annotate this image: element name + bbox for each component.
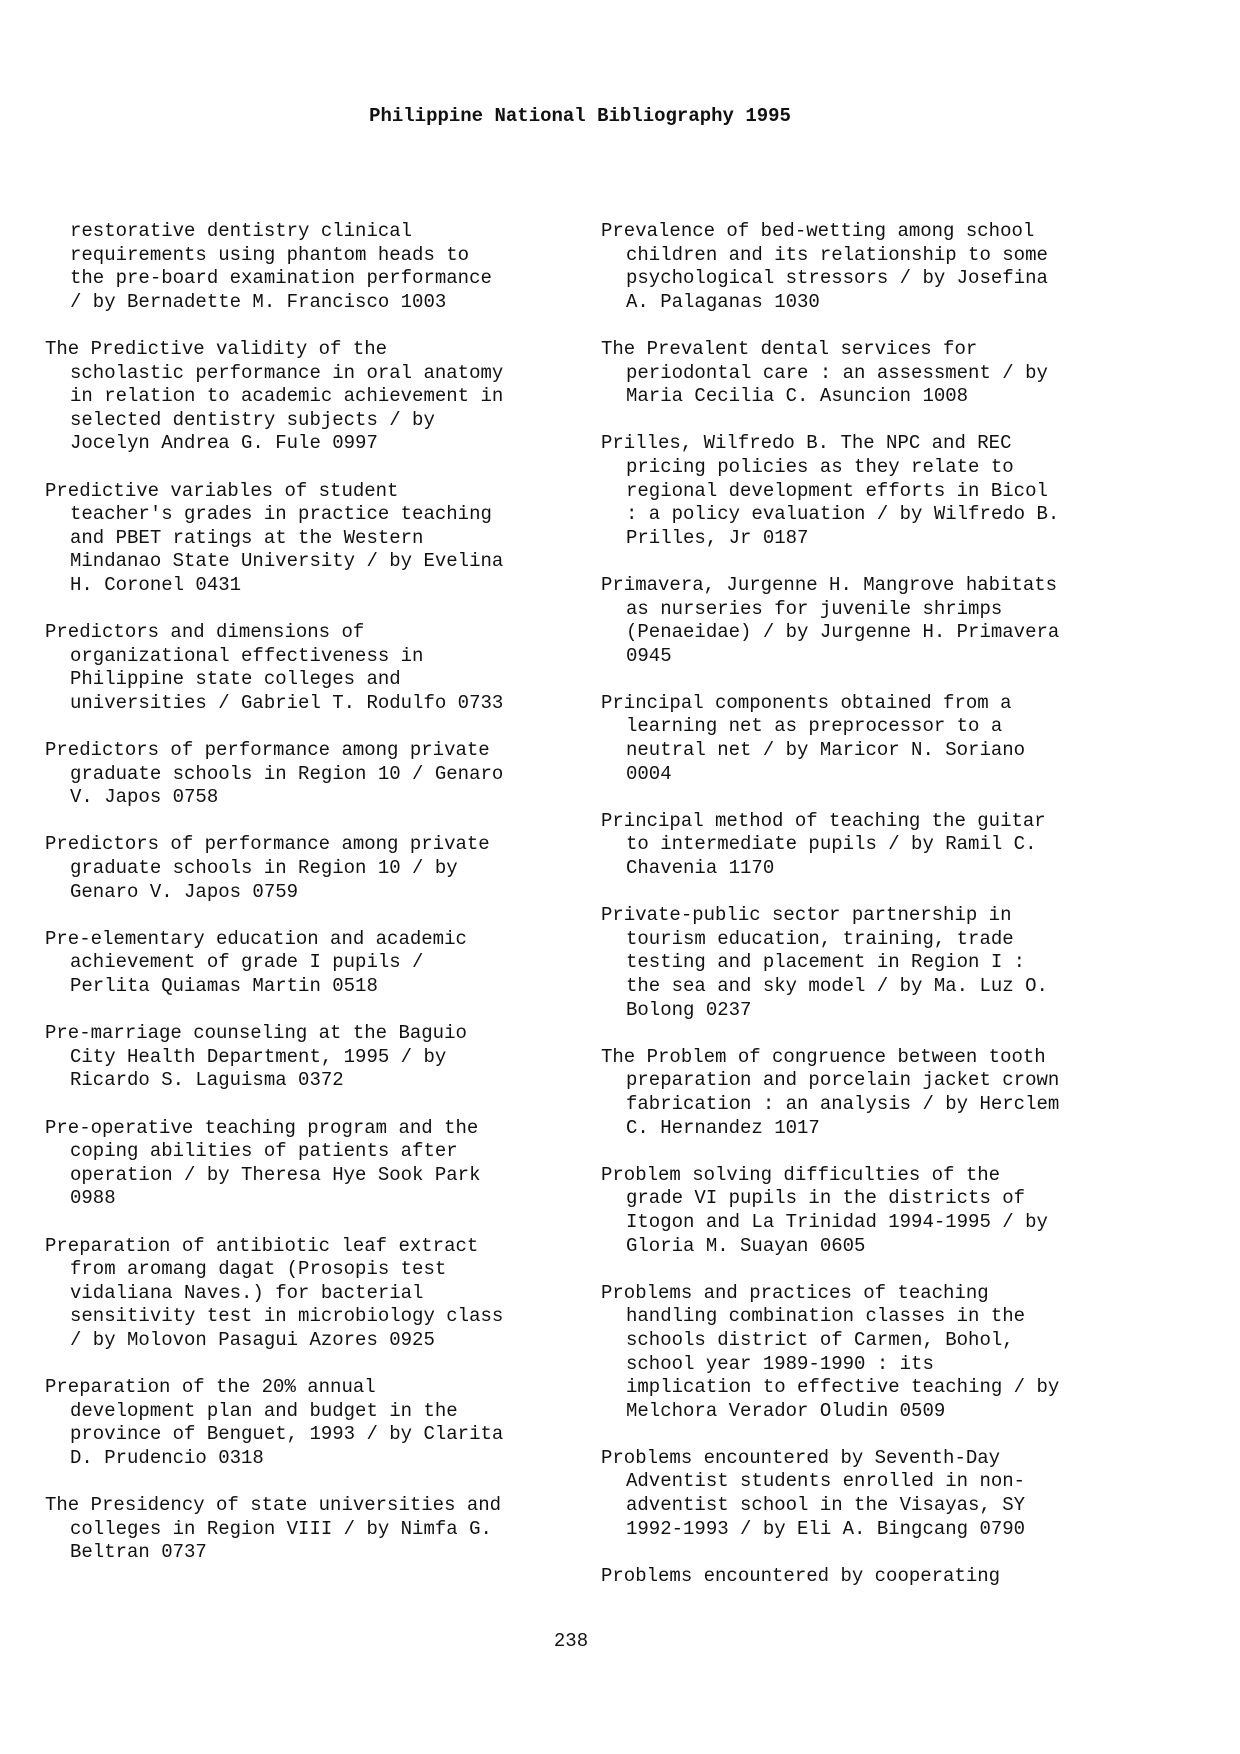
bibliography-entry: The Presidency of state universities and colleges in Region VIII / by Nimfa G. Beltran 0737: [45, 1494, 502, 1564]
bibliography-entry: Problems encountered by Seventh-Day Adventist students enrolled in non- adventist school in the Visayas, SY 1992-1993 / by Eli A. Bingcang 0790: [601, 1446, 1026, 1540]
bibliography-entry: Private-public sector partnership in tourism education, training, trade testing and placement in Region I : the sea and sky model / by Ma. Luz O. Bolong 0237: [601, 904, 1048, 1021]
bibliography-entry: Problem solving difficulties of the grade VI pupils in the districts of Itogon and La Trinidad 1994-1995 / by Gloria M. Suayan 0605: [601, 1163, 1048, 1257]
bibliography-entry: Predictors of performance among private graduate schools in Region 10 / by Genaro V. Japos 0759: [45, 833, 490, 903]
bibliography-entry: Pre-elementary education and academic achievement of grade I pupils / Perlita Quiamas Martin 0518: [45, 927, 467, 997]
bibliography-entry: Principal method of teaching the guitar to intermediate pupils / by Ramil C. Chavenia 1170: [601, 809, 1046, 880]
left-column: [45, 220, 565, 1565]
bibliography-entry: restorative dentistry clinical requirements using phantom heads to the pre-board examination performance / by Bernadette M. Francisco 1003: [70, 220, 492, 313]
page-number: 238: [553, 1630, 589, 1652]
bibliography-entry: Problems and practices of teaching handling combination classes in the schools district of Carmen, Bohol, school year 1989-1990 : its implication to effective teaching / by Melchora Verador Oludin 0509: [601, 1281, 1060, 1422]
bibliography-entry: Prevalence of bed-wetting among school children and its relationship to some psychological stressors / by Josefina A. Palaganas 1030: [601, 220, 1048, 313]
page-title: Philippine National Bibliography 1995: [369, 105, 791, 127]
bibliography-entry: Principal components obtained from a learning net as preprocessor to a neutral net / by Maricor N. Soriano 0004: [601, 691, 1026, 785]
bibliography-entry: Preparation of the 20% annual development plan and budget in the province of Benguet, 1993 / by Clarita D. Prudencio 0318: [45, 1376, 504, 1469]
bibliography-entry: The Predictive validity of the scholastic performance in oral anatomy in relation to academic achievement in selected dentistry subjects / by Jocelyn Andrea G. Fule 0997: [45, 337, 504, 455]
bibliography-entry: The Problem of congruence between tooth preparation and porcelain jacket crown fabrication : an analysis / by Herclem C. Hernandez 1017: [601, 1045, 1060, 1139]
right-column: [601, 220, 1121, 1588]
bibliography-entry: Predictive variables of student teacher's grades in practice teaching and PBET ratings at the Western Mindanao State University / by Evelina H. Coronel 0431: [45, 479, 504, 596]
bibliography-entry: Prilles, Wilfredo B. The NPC and REC pricing policies as they relate to regional development efforts in Bicol : a policy evaluation / by Wilfredo B. Prilles, Jr 0187: [601, 432, 1060, 549]
bibliography-entry: The Prevalent dental services for periodontal care : an assessment / by Maria Cecilia C. Asuncion 1008: [601, 337, 1048, 408]
bibliography-entry: Problems encountered by cooperating: [601, 1564, 1001, 1587]
bibliography-entry: Preparation of antibiotic leaf extract from aromang dagat (Prosopis test vidaliana Naves.) for bacterial sensitivity test in microbiology class / by Molovon Pasagui Azores 0925: [45, 1234, 504, 1351]
bibliography-entry: Pre-operative teaching program and the coping abilities of patients after operation / by Theresa Hye Sook Park 0988: [45, 1116, 481, 1210]
bibliography-entry: Pre-marriage counseling at the Baguio City Health Department, 1995 / by Ricardo S. Laguisma 0372: [45, 1022, 467, 1092]
bibliography-entry: Predictors and dimensions of organizational effectiveness in Philippine state colleges and universities / Gabriel T. Rodulfo 0733: [45, 621, 504, 714]
bibliography-entry: Primavera, Jurgenne H. Mangrove habitats as nurseries for juvenile shrimps (Penaeidae) / by Jurgenne H. Primavera 0945: [601, 573, 1060, 667]
bibliography-entry: Predictors of performance among private graduate schools in Region 10 / Genaro V. Japos 0758: [45, 739, 504, 809]
